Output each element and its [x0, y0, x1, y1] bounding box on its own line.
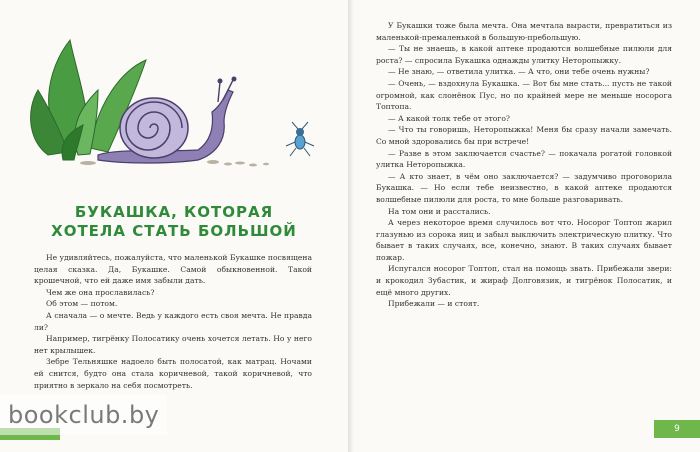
- story-title-line-1: БУКАШКА, КОТОРАЯ: [74, 203, 274, 221]
- watermark: bookclub.by: [0, 395, 167, 435]
- bug-icon: [286, 122, 314, 156]
- left-page-text: [34, 252, 312, 391]
- paragraph: Например, тигрёнку Полосатику очень хочется летать. Но у него нет крылышек.: [34, 334, 312, 355]
- paragraph: — Что ты говоришь, Неторопыжка! Меня бы сразу начали замечать. Со мной здоровались бы при встрече!: [376, 125, 672, 146]
- snail-and-bug-illustration: [28, 30, 338, 180]
- paragraph: — Не знаю, — ответила улитка. — А что, они тебе очень нужны?: [388, 67, 650, 77]
- paragraph: На том они и расстались.: [388, 206, 491, 216]
- snail-antenna-2: [218, 82, 220, 102]
- page-number: 9: [654, 420, 700, 438]
- paragraph: А через некоторое время случилось вот что. Носорог Топтоп жарил глазунью из сорока яиц и забыл выключить электрическую плитку. Что бывает в таких случаях, все, конечно, знают. В таких случаях бывает пожар.: [376, 218, 672, 262]
- paragraph: Об этом — потом.: [46, 299, 118, 309]
- left-page: [0, 0, 348, 452]
- paragraph: — Разве в этом заключается счастье? — покачала рогатой головкой улитка Неторопыжка.: [376, 148, 672, 170]
- right-page-text: [376, 20, 672, 310]
- paragraph: Прибежали — и стоят.: [388, 299, 480, 309]
- paragraph: — Очень, — вздохнула Букашка. — Вот бы мне стать... пусть не такой огромной, как слонёнок Пус, но по крайней мере не меньше носорога Топтопа.: [376, 78, 672, 112]
- snail-shell: [120, 98, 188, 158]
- paragraph: Зебре Тельняшке надоело быть полосатой, как матрац. Ночами ей снится, будто она стала коричневой, такой коричневой, что приятно в зеркало на себя посмотреть.: [34, 357, 312, 390]
- paragraph: У Букашки тоже была мечта. Она мечтала вырасти, превратиться из маленькой-премаленькой в большую-пребольшую.: [376, 21, 672, 42]
- paragraph: А сначала — о мечте. Ведь у каждого есть своя мечта. Не правда ли?: [34, 310, 312, 332]
- paragraph: Чем же она прославилась?: [46, 287, 155, 297]
- right-page: [354, 0, 700, 452]
- paragraph: — А кто знает, в чём оно заключается? — задумчиво проговорила Букашка. — Но если тебе неизвестно, в какой аптеке продаются волшебные пилюли для роста, то мне больше разговаривать.: [376, 171, 672, 204]
- paragraph: — А какой толк тебе от этого?: [388, 113, 511, 123]
- paragraph: — Ты не знаешь, в какой аптеке продаются волшебные пилюли для роста? — спросила Букашка однажды улитку Неторопыжку.: [376, 44, 672, 65]
- paragraph: Не удивляйтесь, пожалуйста, что маленькой Букашке посвящена целая сказка. Да, Букашке. Самой обыкновенной. Такой крошечной, что ей даже имя забыли дать.: [34, 253, 312, 286]
- story-title-line-2: ХОТЕЛА СТАТЬ БОЛЬШОЙ: [51, 222, 297, 240]
- story-title: [0, 203, 348, 241]
- paragraph: Испугался носорог Топтоп, стал на помощь звать. Прибежали звери: и крокодил Зубастик, и жираф Долговязик, и тигрёнок Полосатик, и ещё много других.: [376, 264, 672, 297]
